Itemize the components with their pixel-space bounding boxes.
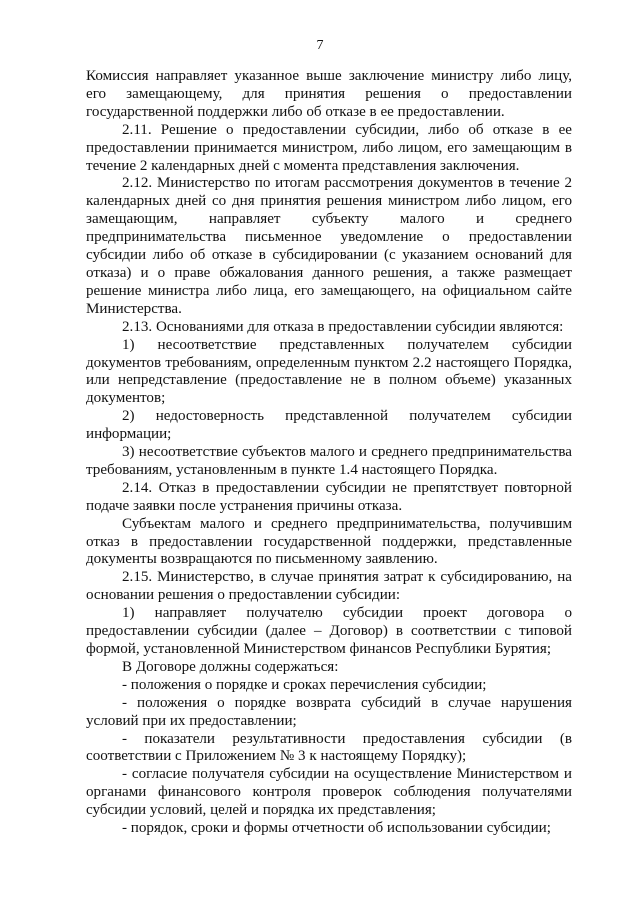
paragraph: 2.12. Министерство по итогам рассмотрения документов в течение 2 календарных дней со дня принятия решения министром либо лицом, его замещающим, направляет субъекту малого и среднего предпринимательства письменное уведомление о предоставлении субсидии либо об отказе в субсидировании (с указанием оснований для отказа) и о праве обжалования данного решения, а также размещает решение министра либо лица, его замещающего, на официальном сайте Министерства. [86,175,572,317]
paragraph: Субъектам малого и среднего предпринимательства, получившим отказ в предоставлении государственной поддержки, представленные документы возвращаются по письменному заявлению. [86,515,572,568]
paragraph: - положения о порядке и сроках перечисления субсидии; [122,676,487,693]
paragraph: 1) направляет получателю субсидии проект договора о предоставлении субсидии (далее – Договор) в соответствии с типовой формой, установленной Министерством финансов Республики Бурятия; [86,605,572,657]
page-number: 7 [316,38,324,53]
paragraph: 2.15. Министерство, в случае принятия затрат к субсидированию, на основании решения о предоставлении субсидии: [86,569,572,604]
paragraph: 2.13. Основаниями для отказа в предоставлении субсидии являются: [122,318,564,335]
paragraph: - порядок, сроки и формы отчетности об использовании субсидии; [122,820,551,837]
document-body [86,68,572,838]
paragraph: 3) несоответствие субъектов малого и среднего предпринимательства требованиям, установленным в пункте 1.4 настоящего Порядка. [86,444,572,478]
paragraph: Комиссия направляет указанное выше заключение министру либо лицу, его замещающему, для принятия решения о предоставлении государственной поддержки либо об отказе в ее предоставлении. [86,68,572,120]
paragraph: В Договоре должны содержаться: [122,658,339,675]
paragraph: - показатели результативности предоставления субсидии (в соответствии с Приложением № 3 к настоящему Порядку); [86,730,572,765]
paragraph: 2.14. Отказ в предоставлении субсидии не препятствует повторной подаче заявки после устранения причины отказа. [86,479,572,514]
paragraph: 2) недостоверность представленной получателем субсидии информации; [86,408,572,443]
paragraph: 2.11. Решение о предоставлении субсидии, либо об отказе в ее предоставлении принимается министром, либо лицом, его замещающим в течение 2 календарных дней с момента представления заключения. [86,121,572,174]
paragraph: - согласие получателя субсидии на осуществление Министерством и органами финансового контроля проверок соблюдения получателями субсидии условий, целей и порядка их представления; [86,766,572,819]
paragraph: 1) несоответствие представленных получателем субсидии документов требованиям, определенным пунктом 2.2 настоящего Порядка, или непредставление (предоставление не в полном объеме) указанных документов; [86,336,572,407]
paragraph: - положения о порядке возврата субсидий в случае нарушения условий при их предоставлении; [86,694,572,729]
